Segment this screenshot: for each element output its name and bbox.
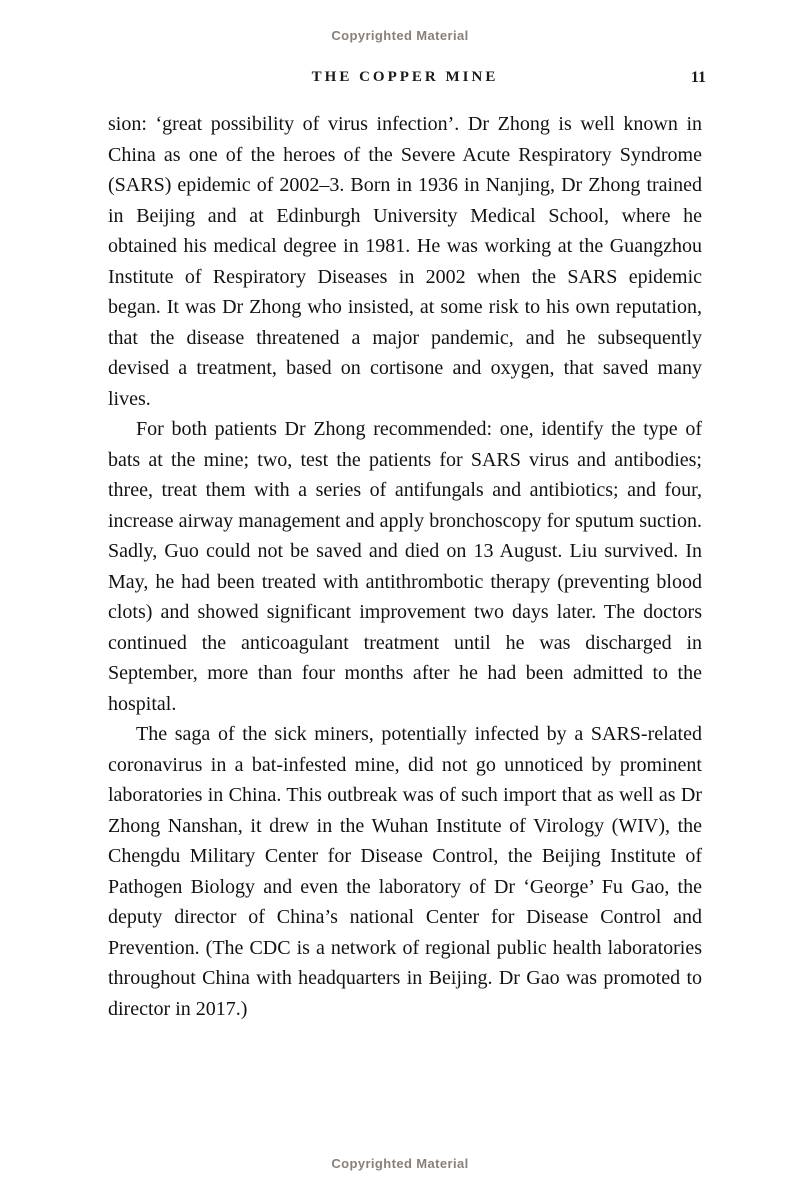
paragraph: sion: ‘great possibility of virus infection’. Dr Zhong is well known in China as one of the heroes of the Severe Acute Respiratory Syndrome (SARS) epidemic of 2002–3. Born in 1936 in Nanjing, Dr Zhong trained in Beijing and at Edinburgh University Medical School, where he obtained his medical degree in 1981. He was working at the Guangzhou Institute of Respiratory Diseases in 2002 when the SARS epidemic began. It was Dr Zhong who insisted, at some risk to his own reputation, that the disease threatened a major pandemic, and he subsequently devised a treatment, based on cortisone and oxygen, that saved many lives. [108,113,702,410]
body-text [108,109,702,1024]
page-header [108,69,706,91]
copyright-notice-top: Copyrighted Material [331,28,469,43]
paragraph: For both patients Dr Zhong recommended: one, identify the type of bats at the mine; two, test the patients for SARS virus and antibodies; three, treat them with a series of antifungals and antibiotics; and four, increase airway management and apply bronchoscopy for sputum suction. Sadly, Guo could not be saved and died on 13 August. Liu survived. In May, he had been treated with antithrombotic therapy (preventing blood clots) and showed significant improvement two days later. The doctors continued the anticoagulant treatment until he was discharged in September, more than four months after he had been admitted to the hospital. [108,418,702,715]
page-number: 11 [690,69,706,86]
running-title: THE COPPER MINE [311,69,499,85]
paragraph: The saga of the sick miners, potentially infected by a SARS-related coronavirus in a bat-infested mine, did not go unnoticed by prominent laboratories in China. This outbreak was of such import that as well as Dr Zhong Nanshan, it drew in the Wuhan Institute of Virology (WIV), the Chengdu Military Center for Disease Control, the Beijing Institute of Pathogen Biology and even the laboratory of Dr ‘George’ Fu Gao, the deputy director of China’s national Center for Disease Control and Prevention. (The CDC is a network of regional public health laboratories throughout China with headquarters in Beijing. Dr Gao was promoted to director in 2017.) [108,723,702,1020]
copyright-notice-bottom: Copyrighted Material [331,1156,469,1171]
